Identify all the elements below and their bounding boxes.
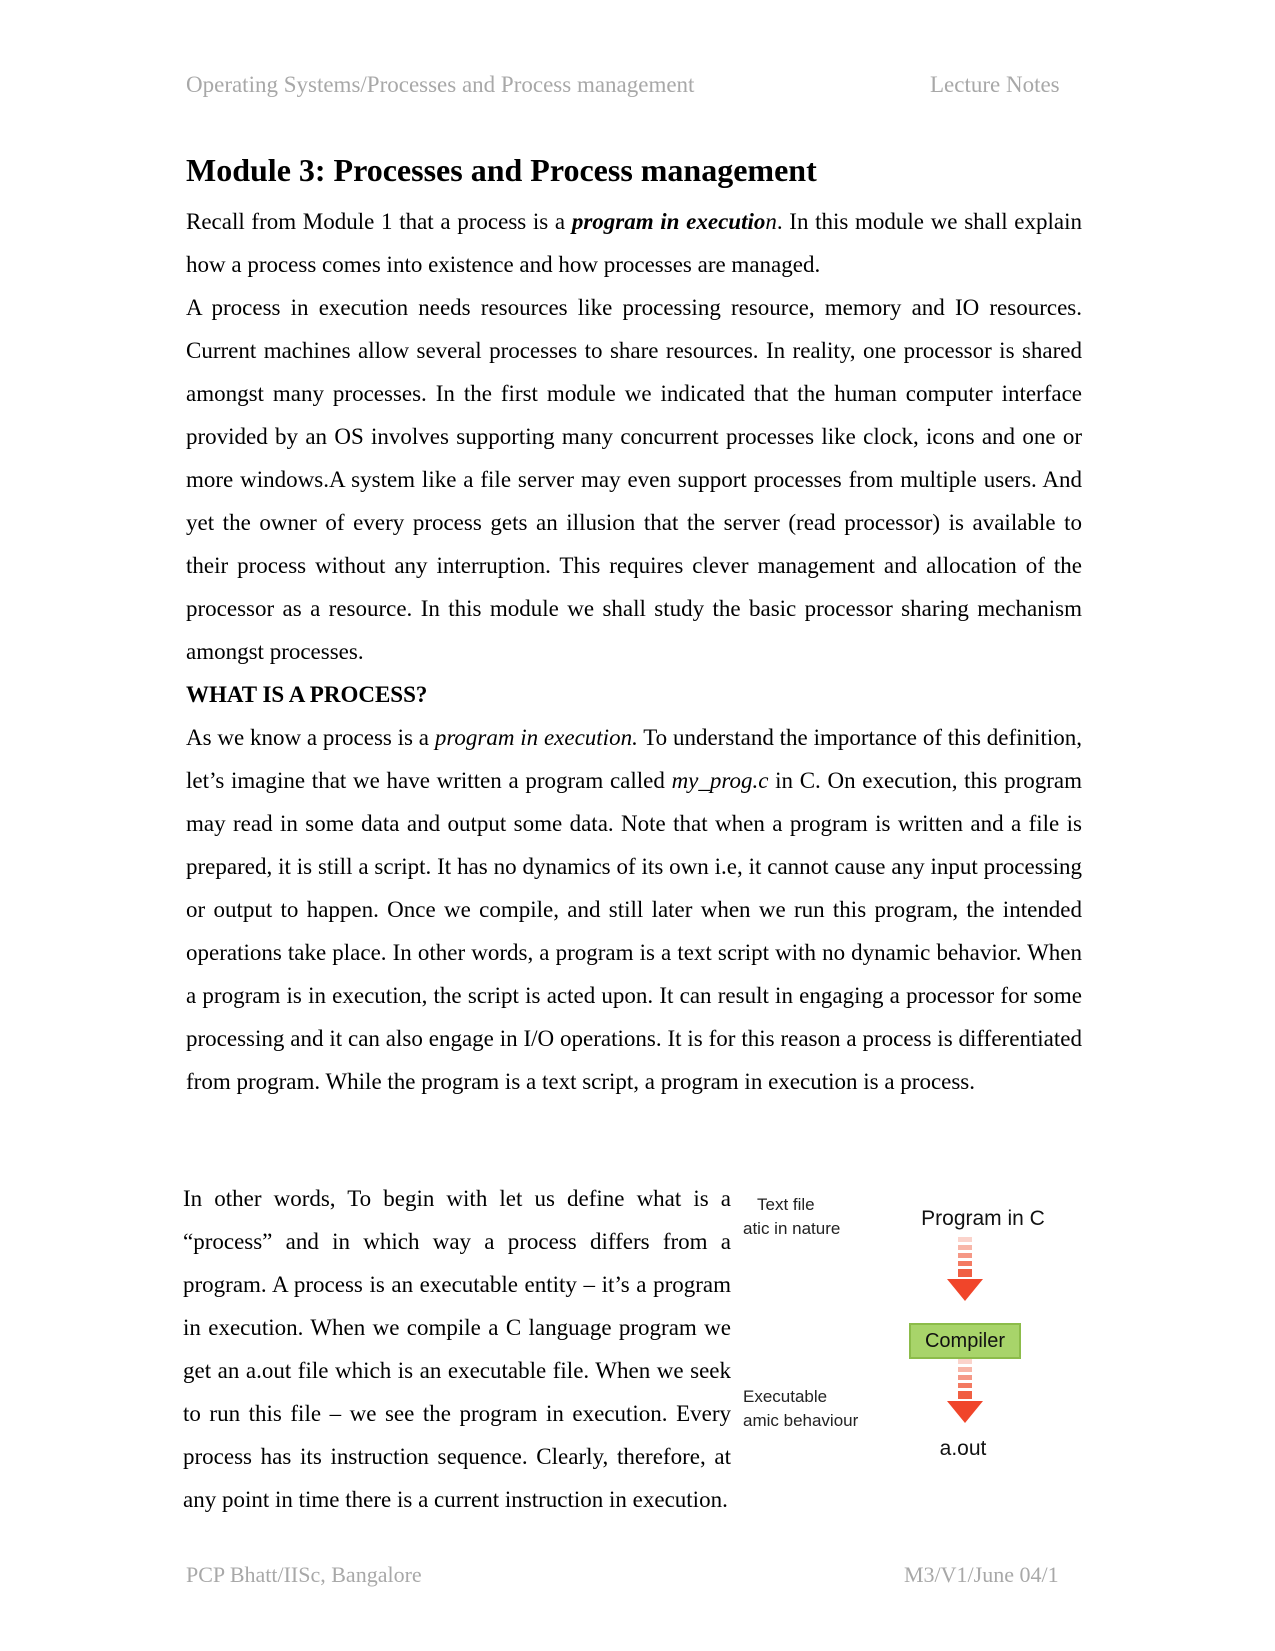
down-arrow-icon: [939, 1357, 991, 1439]
program-in-c-label: Program in C: [921, 1207, 1045, 1230]
main-content: [186, 150, 1082, 1118]
process-definition-paragraph: In other words, To begin with let us define what is a “process” and in which way a process differs from a program. A process is an executable entity – it’s a program in execution. When we compile a C language program we get an a.out file which is an executable file. When we seek to run this file – we see the program in execution. Every process has its instruction sequence. Clearly, therefore, at any point in time there is a current instruction in execution.: [183, 1186, 731, 1512]
intro-emphasis: program in executio: [571, 209, 766, 234]
intro-paragraph: [186, 200, 1082, 286]
module-title: Module 3: Processes and Process management: [186, 152, 817, 188]
label-text-file: Text file: [757, 1195, 815, 1214]
footer-page-id: M3/V1/June 04/1: [904, 1562, 1059, 1587]
intro-text-end: . In this module we shall explain how a process comes into existence and how processes are managed.: [186, 209, 1083, 277]
definition-italic-filename: my_prog.c: [671, 768, 769, 793]
label-dynamic-behaviour: amic behaviour: [743, 1411, 859, 1430]
definition-text-a: As we know a process is a: [186, 725, 435, 750]
section-heading: WHAT IS A PROCESS?: [186, 682, 428, 707]
compiler-box: Compiler: [909, 1323, 1021, 1359]
compile-diagram: [743, 1177, 1083, 1477]
intro-emphasis-tail: n: [765, 209, 777, 234]
label-executable: Executable: [743, 1387, 828, 1406]
footer-author: PCP Bhatt/IISc, Bangalore: [186, 1562, 422, 1587]
side-text-column: [183, 1177, 731, 1521]
down-arrow-icon: [939, 1235, 991, 1317]
header-course-title: Operating Systems/Processes and Process management: [186, 72, 695, 97]
definition-text-e: in C. On execution, this program may read in some data and output some data. Note that when a program is written and a file is prepared, it is still a script. It has no dynamics of its own i.e, it cannot cause any input processing or output to happen. Once we compile, and still later when we run this program, the intended operations take place. In other words, a program is a text script with no dynamic behavior. When a program is in execution, the script is acted upon. It can result in engaging a processor for some processing and it can also engage in I/O operations. It is for this reason a process is differentiated from program. While the program is a text script, a program in execution is a process.: [186, 768, 1082, 1094]
header-lecture-notes: Lecture Notes: [930, 72, 1060, 97]
aout-label: a.out: [939, 1437, 987, 1460]
definition-paragraph: [186, 716, 1082, 1103]
resources-paragraph: A process in execution needs resources like processing resource, memory and IO resources. Current machines allow several processes to share resources. In reality, one processor is shared amongst many processes. In the first module we indicated that the human computer interface provided by an OS involves supporting many concurrent processes like clock, icons and one or more windows.A system like a file server may even support processes from multiple users. And yet the owner of every process gets an illusion that the server (read processor) is available to their process without any interruption. This requires clever management and allocation of the processor as a resource. In this module we shall study the basic processor sharing mechanism amongst processes.: [186, 295, 1082, 664]
definition-text-c: To understand the importance of this definition, let’s imagine that we have written a program called: [186, 725, 1082, 793]
intro-text-start: Recall from Module 1 that a process is a: [186, 209, 572, 234]
definition-italic-program: program in execution.: [434, 725, 638, 750]
label-static-nature: atic in nature: [743, 1219, 841, 1238]
definition-paragraph-container: [186, 716, 1082, 1118]
figure-section: [183, 1177, 1083, 1557]
